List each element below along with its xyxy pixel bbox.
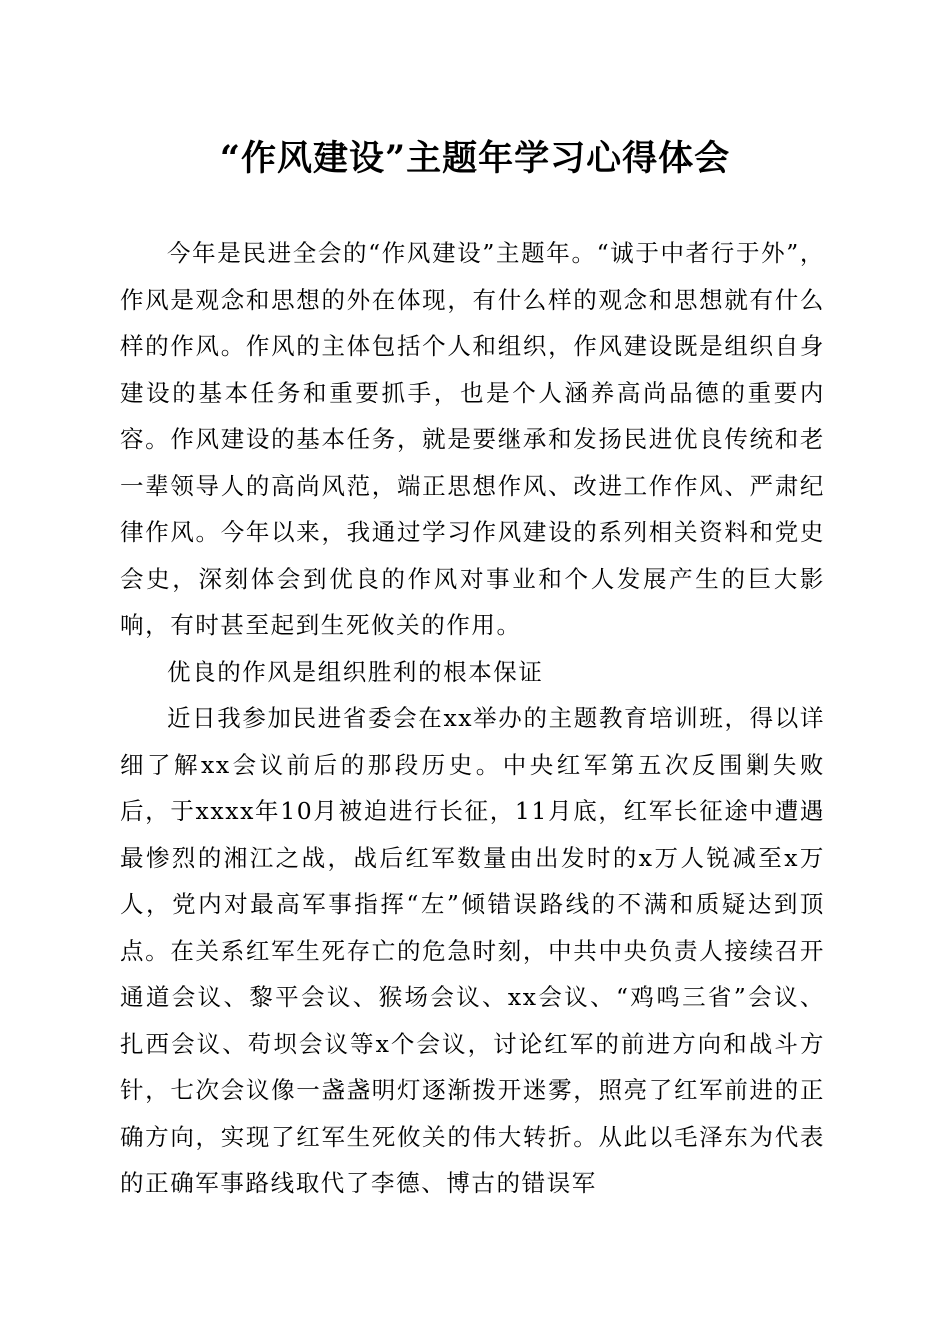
paragraph-history: 近日我参加民进省委会在xx举办的主题教育培训班，得以详细了解xx会议前后的那段历史。中央红军第五次反围剿失败后，于xxxx年10月被迫进行长征，11月底，红军长征途中遭遇最惨烈的湘江之战，战后红军数量由出发时的x万人锐减至x万人，党内对最高军事指挥“左”倾错误路线的不满和质疑达到顶点。在关系红军生死存亡的危急时刻，中共中央负责人接续召开通道会议、黎平会议、猴场会议、xx会议、“鸡鸣三省”会议、扎西会议、苟坝会议等x个会议，讨论红军的前进方向和战斗方针，七次会议像一盏盏明灯逐渐拨开迷雾，照亮了红军前进的正确方向，实现了红军生死攸关的伟大转折。从此以毛泽东为代表的正确军事路线取代了李德、博古的错误军 <box>120 704 825 1197</box>
section-heading: 优良的作风是组织胜利的根本保证 <box>167 657 544 686</box>
document-title: “作风建设”主题年学习心得体会 <box>219 138 731 179</box>
paragraph-intro: 今年是民进全会的“作风建设”主题年。“诚于中者行于外”，作风是观念和思想的外在体现，有什么样的观念和思想就有什么样的作风。作风的主体包括个人和组织，作风建设既是组织自身建设的基本任务和重要抓手，也是个人涵养高尚品德的重要内容。作风建设的基本任务，就是要继承和发扬民进优良传统和老一辈领导人的高尚风范，端正思想作风、改进工作作风、严肃纪律作风。今年以来，我通过学习作风建设的系列相关资料和党史会史，深刻体会到优良的作风对事业和个人发展产生的巨大影响，有时甚至起到生死攸关的作用。 <box>120 239 825 639</box>
document-body <box>120 230 825 1207</box>
